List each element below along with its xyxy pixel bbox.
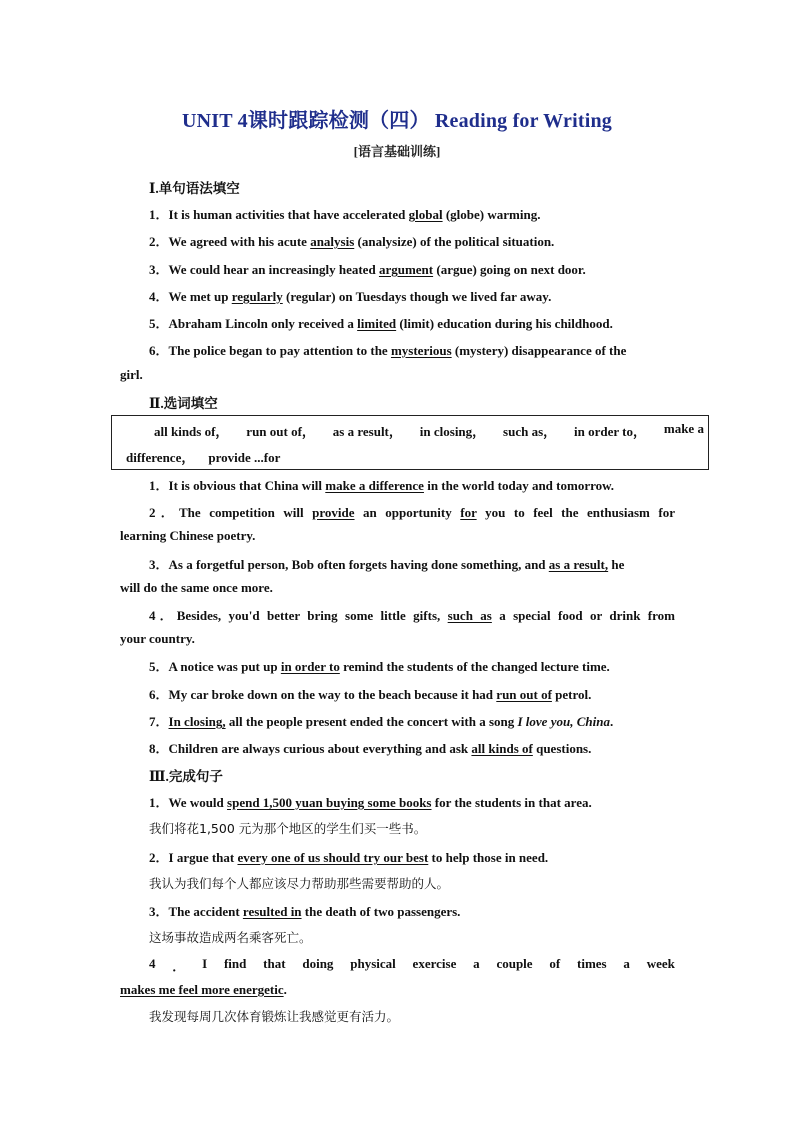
list-item: 4．We met up regularly (regular) on Tuesdays though we lived far away. bbox=[149, 289, 552, 304]
answer: In closing, bbox=[168, 714, 226, 729]
answer: such as bbox=[447, 608, 492, 623]
word-bank-item: difference， bbox=[126, 450, 195, 465]
word-bank-item: as a result， bbox=[332, 424, 402, 439]
list-item: 5．Abraham Lincoln only received a limited (limit) education during his childhood. bbox=[149, 316, 613, 331]
word-bank-item: make a bbox=[663, 421, 704, 436]
answer: spend 1,500 yuan buying some books bbox=[227, 795, 432, 810]
word-bank-item: all kinds of， bbox=[154, 424, 229, 439]
list-item: 4 ． I find that doing physical exercise a couple of times a week bbox=[149, 956, 675, 974]
list-item: 3．The accident resulted in the death of two passengers. bbox=[149, 904, 461, 919]
word-bank-box bbox=[111, 415, 709, 470]
word-bank-item: in closing， bbox=[419, 424, 486, 439]
list-item: 6．My car broke down on the way to the beach because it had run out of petrol. bbox=[149, 687, 592, 702]
answer: make a difference bbox=[325, 478, 424, 493]
list-item-continuation: girl. bbox=[120, 367, 143, 382]
chinese-translation: 我发现每周几次体育锻炼让我感觉更有活力。 bbox=[149, 1009, 400, 1024]
answer: resulted in bbox=[242, 904, 302, 919]
answer: argument bbox=[378, 262, 434, 277]
answer: regularly bbox=[231, 289, 283, 304]
answer: global bbox=[408, 207, 443, 222]
section2-heading: Ⅱ.选词填空 bbox=[149, 396, 218, 411]
list-item: 2．We agreed with his acute analysis (analysize) of the political situation. bbox=[149, 234, 555, 249]
answer: makes me feel more energetic bbox=[120, 982, 284, 997]
list-item: 1．It is obvious that China will make a difference in the world today and tomorrow. bbox=[149, 478, 615, 493]
list-item-continuation: will do the same once more. bbox=[120, 580, 273, 595]
list-item: 3．As a forgetful person, Bob often forgets having done something, and as a result, he bbox=[149, 557, 625, 572]
list-item-continuation: your country. bbox=[120, 631, 195, 646]
list-item: 1．We would spend 1,500 yuan buying some books for the students in that area. bbox=[149, 795, 592, 810]
answer: mysterious bbox=[390, 343, 452, 358]
chinese-translation: 我认为我们每个人都应该尽力帮助那些需要帮助的人。 bbox=[149, 876, 450, 891]
list-item: 2．The competition will provide an opportunity for you to feel the enthusiasm for bbox=[149, 505, 675, 520]
answer: every one of us should try our best bbox=[237, 850, 429, 865]
word-bank-item: in order to， bbox=[574, 424, 646, 439]
word-bank-item: run out of， bbox=[246, 424, 315, 439]
list-item: 2．I argue that every one of us should try our best to help those in need. bbox=[149, 850, 549, 865]
list-item-continuation: learning Chinese poetry. bbox=[120, 528, 256, 543]
answer: in order to bbox=[280, 659, 340, 674]
answer: run out of bbox=[496, 687, 552, 702]
list-item: 5．A notice was put up in order to remind the students of the changed lecture time. bbox=[149, 659, 610, 674]
list-item: 7．In closing, all the people present ended the concert with a song I love you, China. bbox=[149, 714, 614, 729]
page-subtitle: [语言基础训练] bbox=[353, 144, 441, 159]
section1-heading: Ⅰ.单句语法填空 bbox=[149, 181, 240, 196]
answer: analysis bbox=[310, 234, 355, 249]
chinese-translation: 我们将花1,500 元为那个地区的学生们买一些书。 bbox=[149, 821, 427, 836]
word-bank-row bbox=[154, 421, 704, 440]
answer: all kinds of bbox=[471, 741, 533, 756]
page-title: UNIT 4课时跟踪检测（四） Reading for Writing bbox=[182, 110, 612, 132]
list-item-continuation: makes me feel more energetic. bbox=[120, 982, 287, 997]
word-bank-row bbox=[126, 447, 294, 466]
chinese-translation: 这场事故造成两名乘客死亡。 bbox=[149, 930, 312, 945]
list-item: 6．The police began to pay attention to the mysterious (mystery) disappearance of the bbox=[149, 343, 627, 358]
answer: for bbox=[460, 505, 477, 520]
list-item: 4．Besides, you'd better bring some little gifts, such as a special food or drink from bbox=[149, 608, 675, 623]
word-bank-item: such as， bbox=[503, 424, 557, 439]
answer: limited bbox=[357, 316, 397, 331]
answer: provide bbox=[312, 505, 355, 520]
word-bank-item: provide ...for bbox=[208, 450, 281, 465]
answer: as a result, bbox=[548, 557, 609, 572]
section3-heading: Ⅲ.完成句子 bbox=[149, 769, 223, 784]
list-item: 3．We could hear an increasingly heated argument (argue) going on next door. bbox=[149, 262, 586, 277]
list-item: 8．Children are always curious about everything and ask all kinds of questions. bbox=[149, 741, 592, 756]
list-item: 1．It is human activities that have accelerated global (globe) warming. bbox=[149, 207, 541, 222]
